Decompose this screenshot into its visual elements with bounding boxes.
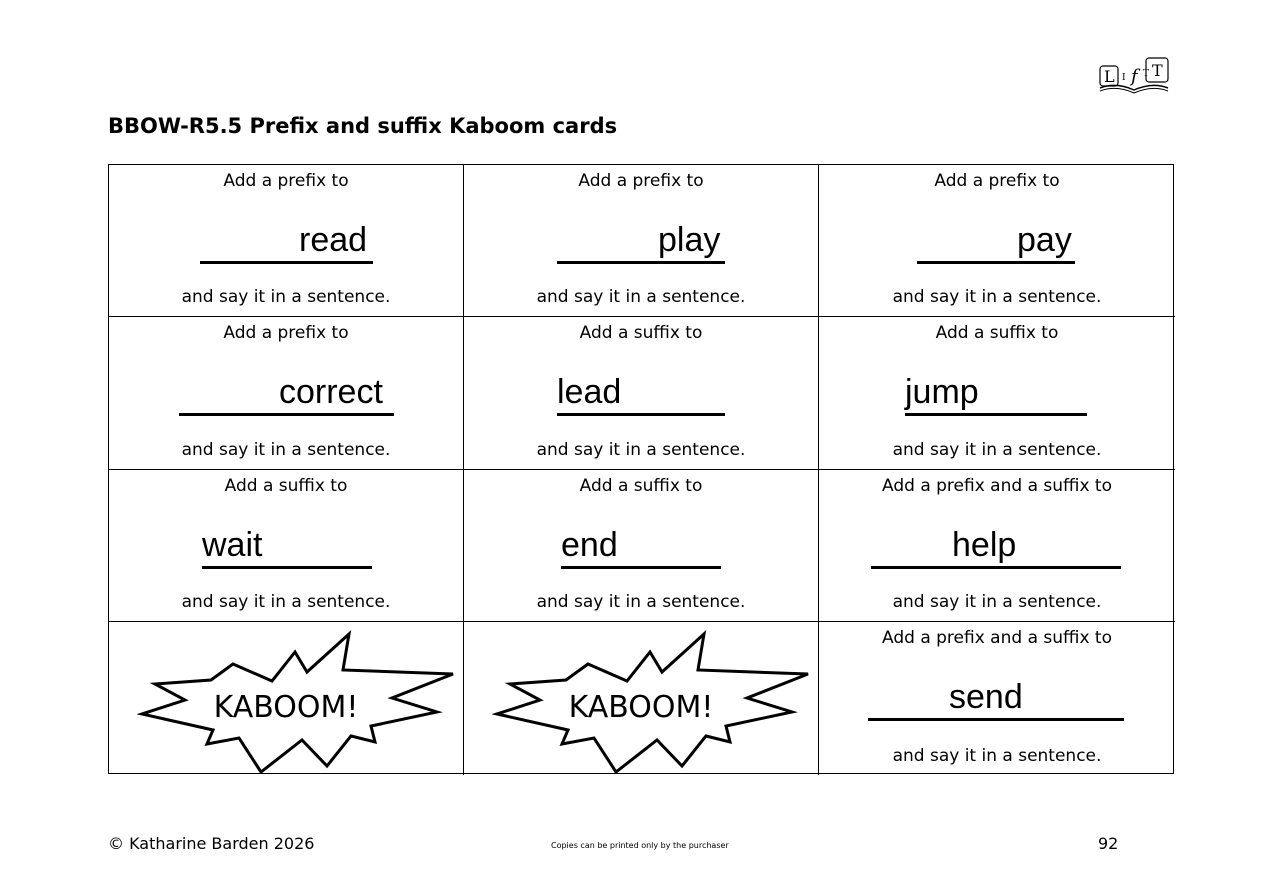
card-say: and say it in a sentence. — [536, 592, 746, 612]
logo-letter-f: f — [1131, 66, 1138, 87]
card-word: wait — [202, 526, 263, 564]
blank-line — [202, 566, 372, 569]
card-word: send — [949, 678, 1023, 716]
card-word: read — [299, 221, 368, 259]
blank-line — [871, 566, 1121, 569]
card-say: and say it in a sentence. — [892, 440, 1102, 460]
blank-line — [561, 566, 721, 569]
card-say: and say it in a sentence. — [181, 287, 391, 307]
blank-line — [905, 413, 1087, 416]
blank-line — [557, 261, 725, 264]
card-word: lead — [557, 373, 622, 411]
card-instruction: Add a prefix and a suffix to — [882, 628, 1112, 648]
card-instruction: Add a suffix to — [224, 476, 348, 496]
lift-logo — [1096, 54, 1172, 96]
card-instruction: Add a prefix to — [578, 171, 704, 191]
card-word: jump — [905, 373, 979, 411]
card-read — [109, 165, 464, 317]
card-send — [819, 622, 1175, 775]
card-correct — [109, 317, 464, 470]
kaboom-card — [109, 622, 464, 775]
card-pay — [819, 165, 1175, 317]
page-number: 92 — [1098, 834, 1119, 853]
kaboom-card — [464, 622, 819, 775]
card-word: help — [952, 526, 1017, 564]
blank-line — [200, 261, 373, 264]
card-say: and say it in a sentence. — [892, 746, 1102, 766]
card-word: pay — [1017, 221, 1072, 259]
card-instruction: Add a suffix to — [935, 323, 1059, 343]
kaboom-text: KABOOM! — [213, 690, 359, 725]
blank-line — [868, 718, 1124, 721]
card-help — [819, 470, 1175, 622]
logo-letter-t: T — [1152, 61, 1163, 80]
card-word: end — [561, 526, 618, 564]
card-grid — [108, 164, 1174, 774]
card-wait — [109, 470, 464, 622]
card-word: play — [658, 221, 721, 259]
card-say: and say it in a sentence. — [536, 287, 746, 307]
card-lead — [464, 317, 819, 470]
logo-letter-t-small: T — [1143, 69, 1150, 79]
page-title: BBOW-R5.5 Prefix and suffix Kaboom cards — [108, 114, 618, 138]
card-play — [464, 165, 819, 317]
copy-notice: Copies can be printed only by the purchaser — [551, 841, 729, 850]
card-instruction: Add a prefix and a suffix to — [882, 476, 1112, 496]
copyright-text: © Katharine Barden 2026 — [108, 834, 315, 853]
card-instruction: Add a prefix to — [934, 171, 1060, 191]
card-say: and say it in a sentence. — [892, 287, 1102, 307]
logo-letter-i: I — [1122, 73, 1126, 83]
card-say: and say it in a sentence. — [892, 592, 1102, 612]
logo-letter-l: L — [1104, 67, 1115, 86]
blank-line — [917, 261, 1075, 264]
card-instruction: Add a suffix to — [579, 323, 703, 343]
card-instruction: Add a prefix to — [223, 323, 349, 343]
blank-line — [179, 413, 394, 416]
card-word: correct — [279, 373, 383, 411]
card-say: and say it in a sentence. — [181, 440, 391, 460]
blank-line — [557, 413, 725, 416]
card-instruction: Add a suffix to — [579, 476, 703, 496]
card-instruction: Add a prefix to — [223, 171, 349, 191]
card-say: and say it in a sentence. — [536, 440, 746, 460]
card-end — [464, 470, 819, 622]
card-say: and say it in a sentence. — [181, 592, 391, 612]
card-jump — [819, 317, 1175, 470]
kaboom-text: KABOOM! — [568, 690, 714, 725]
